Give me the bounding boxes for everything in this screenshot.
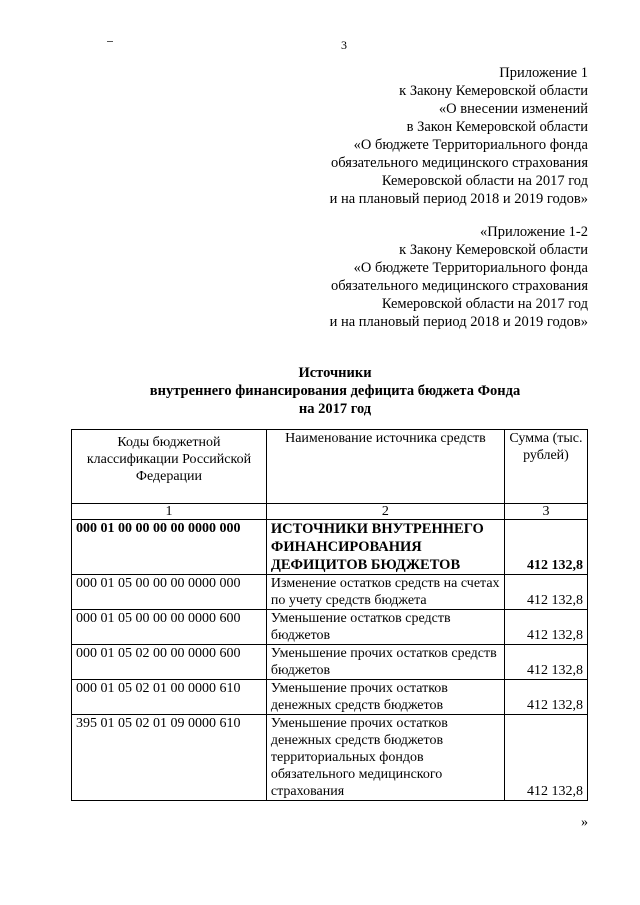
row-code: 000 01 05 00 00 00 0000 600 [72,610,267,645]
table-row [72,575,588,610]
column-number: 2 [266,504,504,520]
table-row [72,715,588,801]
column-number-row [72,504,588,520]
row-code: 000 01 05 02 01 00 0000 610 [72,680,267,715]
appendix-line: «О бюджете Территориального фонда [353,260,588,276]
appendix-line: обязательного медицинского страхования [331,155,588,171]
row-code: 000 01 05 00 00 00 0000 000 [72,575,267,610]
appendix-line: Кемеровской области на 2017 год [381,296,588,312]
table-row [72,680,588,715]
header-sum: Сумма (тыс. рублей) [504,430,587,504]
appendix-line: «О бюджете Территориального фонда [353,137,588,153]
row-code: 395 01 05 02 01 09 0000 610 [72,715,267,801]
row-code: 000 01 05 02 00 00 0000 600 [72,645,267,680]
row-name: Уменьшение прочих остатков денежных средств бюджетов территориальных фондов обязательного медицинского страхования [266,715,504,801]
title-line-1: Источники [298,365,372,381]
row-sum: 412 132,8 [504,715,587,801]
row-name: Уменьшение прочих остатков денежных средств бюджетов [266,680,504,715]
appendix-line: к Закону Кемеровской области [399,242,588,258]
column-number: 3 [504,504,587,520]
header-code: Коды бюджетной классификации Российской Федерации [72,430,267,504]
title-line-2: внутреннего финансирования дефицита бюджета Фонда [149,383,521,399]
scan-mark [107,41,113,42]
page-number: 3 [341,38,347,52]
table-row [72,610,588,645]
appendix-line: к Закону Кемеровской области [399,83,588,99]
row-name: Изменение остатков средств на счетах по учету средств бюджета [266,575,504,610]
row-sum: 412 132,8 [504,610,587,645]
table-header-row [72,430,588,504]
table-row [72,645,588,680]
row-sum: 412 132,8 [504,680,587,715]
header-name: Наименование источника средств [266,430,504,504]
appendix-line: «Приложение 1-2 [479,224,588,240]
table-row [72,520,588,575]
row-code: 000 01 00 00 00 00 0000 000 [72,520,267,575]
row-name: Уменьшение прочих остатков средств бюджетов [266,645,504,680]
appendix-line: в Закон Кемеровской области [406,119,588,135]
title-line-3: на 2017 год [298,401,372,417]
row-sum: 412 132,8 [504,575,587,610]
row-sum: 412 132,8 [504,520,587,575]
appendix-1-header [330,64,588,208]
appendix-line: Приложение 1 [499,65,588,81]
financing-sources-table [71,429,588,801]
appendix-line: и на плановый период 2018 и 2019 годов» [329,191,588,207]
document-title [0,364,640,418]
row-name: Уменьшение остатков средств бюджетов [266,610,504,645]
column-number: 1 [72,504,267,520]
appendix-line: и на плановый период 2018 и 2019 годов» [329,314,588,330]
row-sum: 412 132,8 [504,645,587,680]
row-name: ИСТОЧНИКИ ВНУТРЕННЕГО ФИНАНСИРОВАНИЯ ДЕФИЦИТОВ БЮДЖЕТОВ [266,520,504,575]
closing-quote: » [581,815,588,830]
appendix-line: обязательного медицинского страхования [331,278,588,294]
appendix-line: «О внесении изменений [438,101,588,117]
appendix-line: Кемеровской области на 2017 год [381,173,588,189]
appendix-1-2-header [330,223,588,331]
